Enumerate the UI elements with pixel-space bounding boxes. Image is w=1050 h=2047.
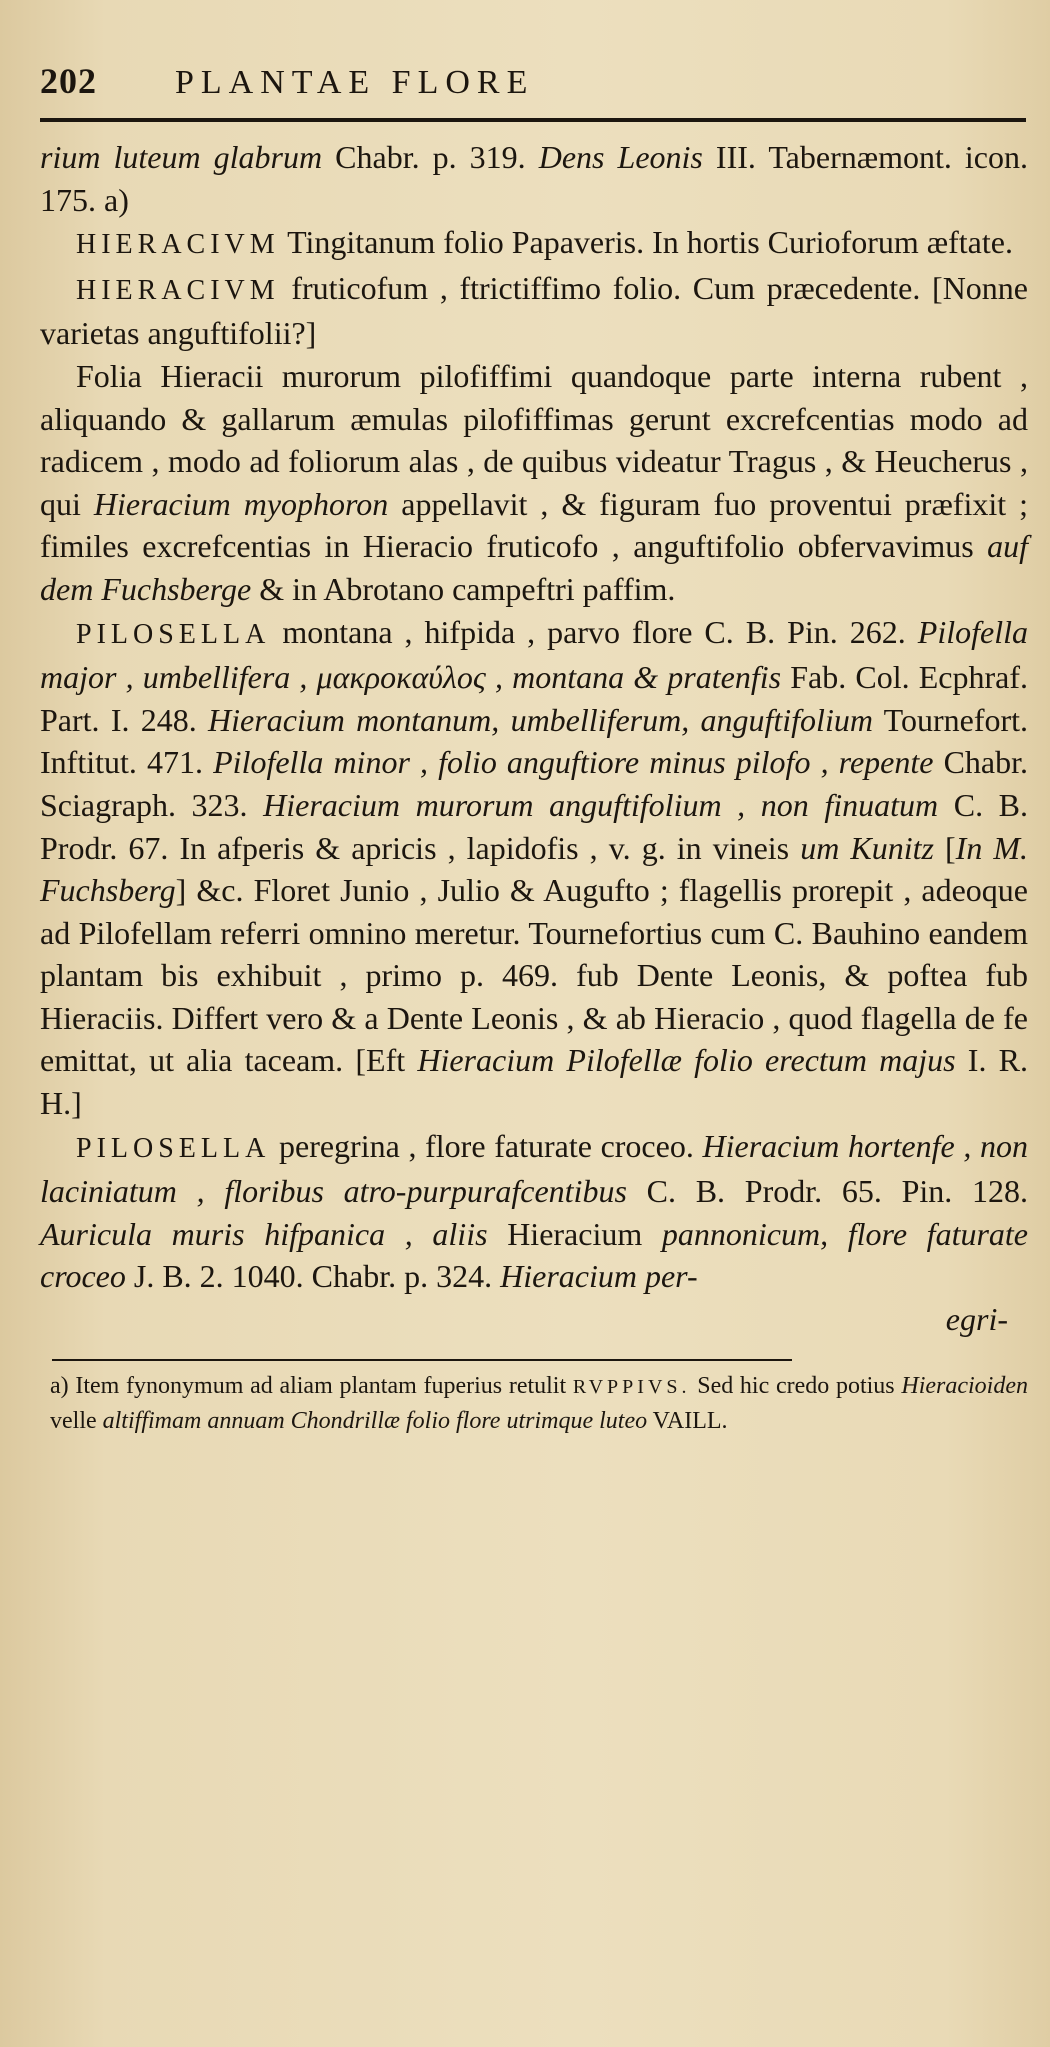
italic-text: Pilofella major , umbellifera , μακρoκαύλος , montana & pratenfis xyxy=(40,613,1028,696)
text: I. R. H.] xyxy=(40,1042,1029,1122)
text: Fab. Col. Ecphraf. Part. I. 248. xyxy=(40,659,1029,738)
text: Chabr. Sciagraph. 323. xyxy=(40,744,1029,823)
running-title: PLANTAE FLORE xyxy=(175,64,535,101)
italic-text: Hieracium hortenfe , non laciniatum , floribus atro-purpurafcentibus xyxy=(40,1127,1029,1210)
catchword xyxy=(40,1298,1028,1341)
paragraph-folia-hieracii xyxy=(40,355,1028,611)
italic-text: Hieracium myophoron xyxy=(93,485,389,522)
italic-text: um Kunitz xyxy=(800,829,934,866)
entry-name: HIERACIVM xyxy=(76,229,280,261)
italic-text: In M. Fuchsberg xyxy=(40,829,1029,909)
italic-text: auf dem Fuchsberge xyxy=(40,528,1028,607)
italic-text: Auricula muris hifpanica , aliis xyxy=(40,1215,488,1252)
footnote xyxy=(40,1369,1028,1438)
text: a) Item fynonymum ad aliam plantam fuperius retulit xyxy=(50,1372,573,1399)
italic-text: Dens Leonis xyxy=(538,139,703,175)
author-name: RVPPIVS. xyxy=(572,1375,691,1398)
text: ] &c. Floret Junio , Julio & Augufto ; flagellis prorepit , adeoque ad Pilofellam referri omnino meretur. Tournefortius cum C. Bauhino eandem plantam bis exhibuit , primo p. 469. fub Dente Leonis, & poftea fub Hieraciis. Differt vero & a Dente Leonis , & ab Hieracio , quod flagella de fe emittat, ut alia taceam. [Eft xyxy=(40,872,1028,1079)
text: Tingitanum folio Papaveris. In hortis Curioforum æftate. xyxy=(279,224,1013,261)
text: [ xyxy=(933,829,956,866)
text: fruticofum , ftrictiffimo folio. Cum præcedente. [Nonne varietas anguftifolii?] xyxy=(40,269,1028,352)
entry-pilosella-peregrina xyxy=(40,1125,1028,1298)
catchword-text: egri- xyxy=(945,1301,1008,1338)
italic-text: rium luteum glabrum xyxy=(40,139,323,175)
text: velle xyxy=(50,1407,103,1434)
text: III. Tabernæmont. icon. 175. a) xyxy=(40,139,1028,218)
text: Hieracium xyxy=(487,1215,662,1252)
text: peregrina , flore faturate croceo. xyxy=(270,1127,703,1164)
text: VAILL. xyxy=(647,1407,728,1434)
italic-text: Hieracioiden xyxy=(901,1372,1028,1399)
italic-text: Hieracium Pilofellæ folio erectum majus xyxy=(417,1042,956,1079)
entry-name: PILOSELLA xyxy=(76,1132,271,1164)
footnote-rule xyxy=(52,1359,792,1361)
text: Tournefort. Inftitut. 471. xyxy=(40,701,1029,781)
text: Chabr. p. 319. xyxy=(322,139,539,175)
italic-text: pannonicum, flore faturate croceo xyxy=(40,1215,1029,1295)
italic-text: Hieracium murorum anguftifolium , non finuatum xyxy=(263,786,939,823)
entry-name: PILOSELLA xyxy=(76,618,271,650)
text: J. B. 2. 1040. Chabr. p. 324. xyxy=(125,1258,501,1295)
entry-name: HIERACIVM xyxy=(76,274,280,306)
page-number: 202 xyxy=(40,61,97,101)
entry-pilosella-montana xyxy=(40,611,1028,1125)
entry-hieracium-tingitanum xyxy=(40,221,1028,267)
italic-text: Hieracium montanum, umbelliferum, anguftifolium xyxy=(208,701,873,738)
italic-text: altiffimam annuam Chondrillæ folio flore utrimque luteo xyxy=(102,1407,648,1434)
main-text xyxy=(40,136,1028,1341)
text: appellavit , & figuram fuo proventui præfixit ; fimiles excrefcentias in Hieracio fruticofo , anguftifolio obfervavimus xyxy=(40,485,1029,565)
text: montana , hifpida , parvo flore C. B. Pin. 262. xyxy=(270,613,918,650)
text: C. B. Prodr. 65. Pin. 128. xyxy=(626,1173,1029,1210)
italic-text: Hieracium per- xyxy=(500,1258,698,1295)
paragraph-dens-leonis xyxy=(40,136,1028,221)
text: Sed hic credo potius xyxy=(690,1372,902,1399)
text: C. B. Prodr. 67. In afperis & apricis , lapidofis , v. g. in vineis xyxy=(40,786,1029,866)
header-rule xyxy=(40,118,1026,122)
text: Folia Hieracii murorum pilofiffimi quandoque parte interna rubent , aliquando & gallarum æmulas pilofiffimas gerunt excrefcentias modo ad radicem , modo ad foliorum alas , de quibus videatur Tragus , & Heucherus , qui xyxy=(40,357,1028,522)
text: & in Abrotano campeftri paffim. xyxy=(251,570,676,607)
page-header xyxy=(40,60,1028,106)
entry-hieracium-fruticosum xyxy=(40,267,1028,355)
italic-text: Pilofella minor , folio anguftiore minus pilofo , repente xyxy=(213,744,934,781)
